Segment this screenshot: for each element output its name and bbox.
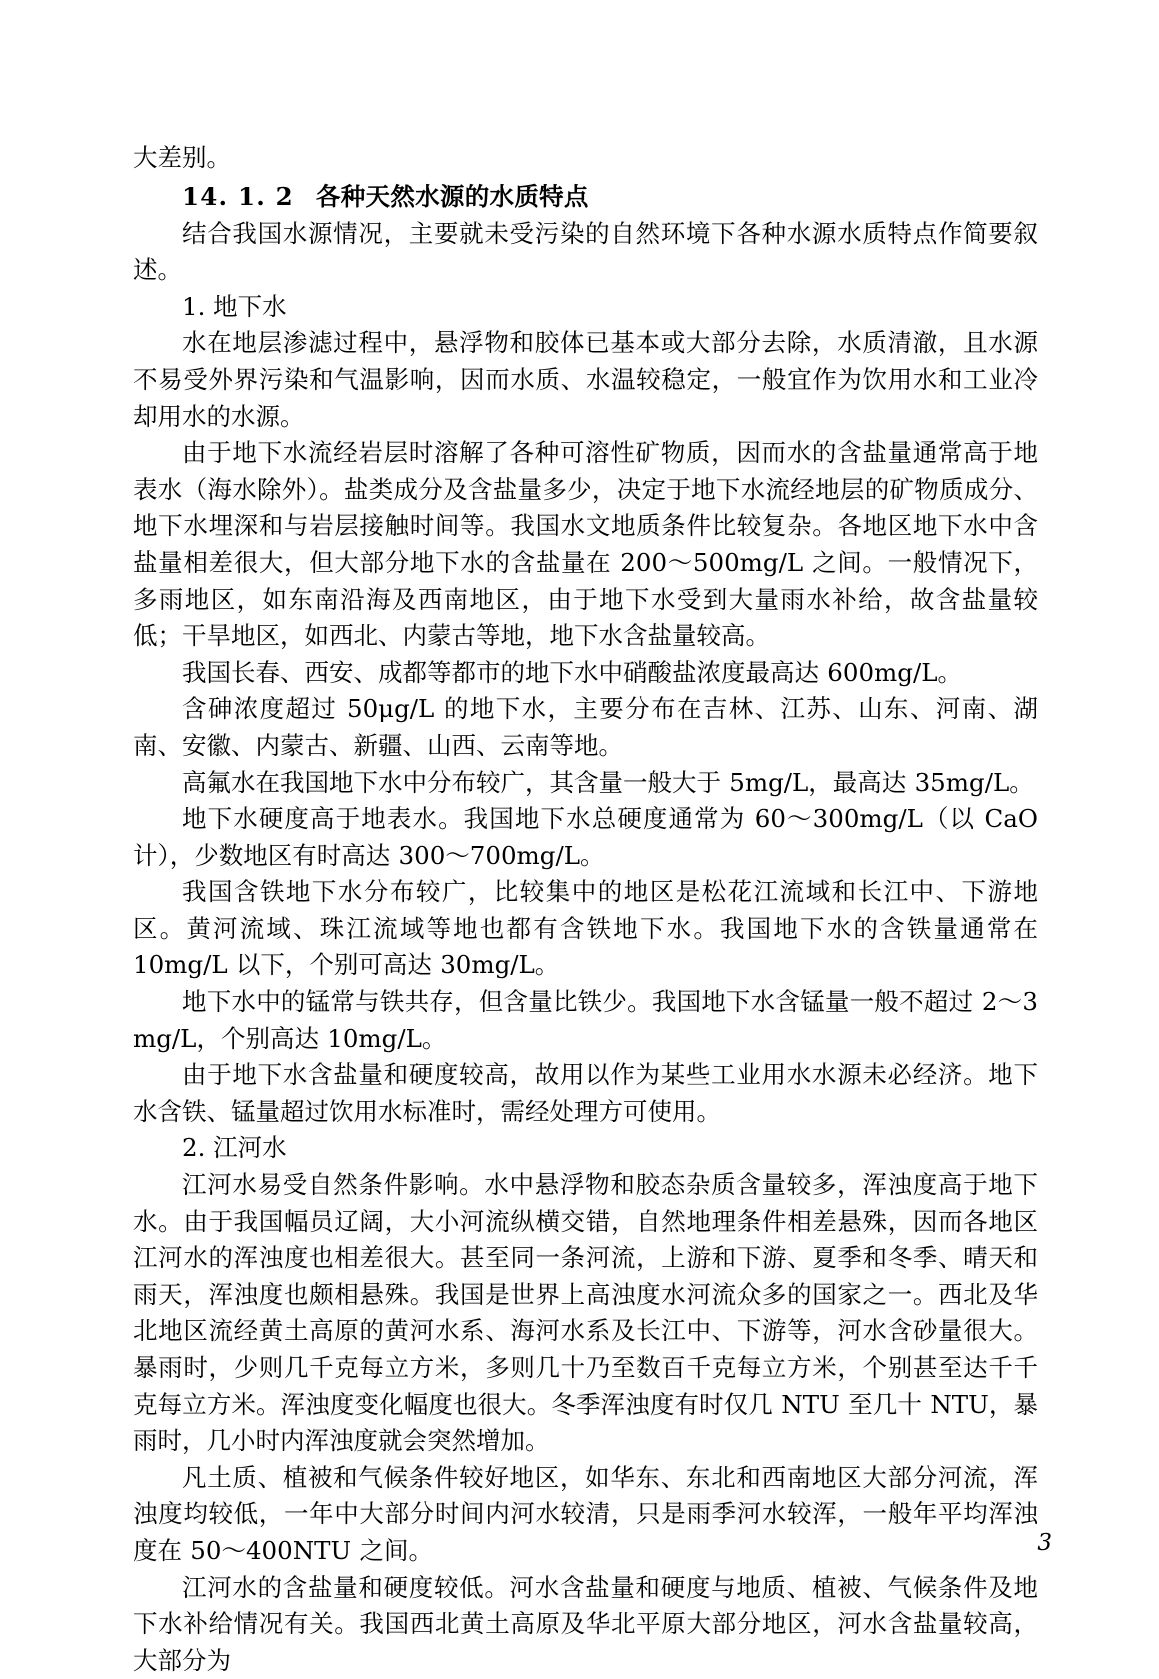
paragraph-river-salinity: 江河水的含盐量和硬度较低。河水含盐量和硬度与地质、植被、气候条件及地下水补给情况有关。我国西北黄土高原及华北平原大部分地区，河水含盐量较高，大部分为 bbox=[133, 1572, 1038, 1675]
page-number: 3 bbox=[1037, 1530, 1052, 1556]
paragraph-river-lowturbidity: 凡土质、植被和气候条件较好地区，如华东、东北和西南地区大部分河流，浑浊度均较低，一年中大部分时间内河水较清，只是雨季河水较浑，一般年平均浑浊度在 50～400NTU 之间。 bbox=[133, 1462, 1038, 1565]
subitem-groundwater: 1. 地下水 bbox=[182, 291, 287, 321]
paragraph-intro: 结合我国水源情况，主要就未受污染的自然环境下各种水源水质特点作简要叙述。 bbox=[133, 218, 1038, 285]
paragraph-river-turbidity: 江河水易受自然条件影响。水中悬浮物和胶态杂质含量较多，浑浊度高于地下水。由于我国幅员辽阔，大小河流纵横交错，自然地理条件相差悬殊，因而各地区江河水的浑浊度也相差很大。甚至同一条河流，上游和下游、夏季和冬季、晴天和雨天，浑浊度也颇相悬殊。我国是世界上高浊度水河流众多的国家之一。西北及华北地区流经黄土高原的黄河水系、海河水系及长江中、下游等，河水含砂量很大。暴雨时，少则几千克每立方米，多则几十乃至数百千克每立方米，个别甚至达千千克每立方米。浑浊度变化幅度也很大。冬季浑浊度有时仅几 NTU 至几十 NTU，暴雨时，几小时内浑浊度就会突然增加。 bbox=[133, 1170, 1038, 1456]
text-column bbox=[133, 140, 1038, 1679]
section-heading-number: 14. 1. 2 bbox=[182, 181, 294, 211]
section-heading bbox=[133, 177, 1038, 216]
paragraph-continuation-top: 大差别。 bbox=[133, 143, 231, 172]
paragraph-nitrate: 我国长春、西安、成都等都市的地下水中硝酸盐浓度最高达 600mg/L。 bbox=[182, 657, 962, 687]
paragraph-groundwater-salinity: 由于地下水流经岩层时溶解了各种可溶性矿物质，因而水的含盐量通常高于地表水（海水除外）。盐类成分及含盐量多少，决定于地下水流经地层的矿物质成分、地下水埋深和与岩层接触时间等。我国水文地质条件比较复杂。各地区地下水中含盐量相差很大，但大部分地下水的含盐量在 200～500mg/L 之间。一般情况下，多雨地区，如东南沿海及西南地区，由于地下水受到大量雨水补给，故含盐量较低；干旱地区，如西北、内蒙古等地，地下水含盐量较高。 bbox=[133, 438, 1038, 651]
paragraph-groundwater-economics: 由于地下水含盐量和硬度较高，故用以作为某些工业用水水源未必经济。地下水含铁、锰量超过饮用水标准时，需经处理方可使用。 bbox=[133, 1060, 1038, 1126]
subitem-riverwater: 2. 江河水 bbox=[182, 1133, 287, 1163]
paragraph-manganese: 地下水中的锰常与铁共存，但含量比铁少。我国地下水含锰量一般不超过 2～3 mg/L，个别高达 10mg/L。 bbox=[133, 987, 1038, 1053]
paragraph-hardness: 地下水硬度高于地表水。我国地下水总硬度通常为 60～300mg/L（以 CaO 计），少数地区有时高达 300～700mg/L。 bbox=[133, 804, 1038, 870]
section-heading-title: 各种天然水源的水质特点 bbox=[315, 181, 589, 211]
paragraph-iron: 我国含铁地下水分布较广，比较集中的地区是松花江流域和长江中、下游地区。黄河流域、珠江流域等地也都有含铁地下水。我国地下水的含铁量通常在 10mg/L 以下，个别可高达 30mg/L。 bbox=[133, 877, 1038, 980]
paragraph-fluoride: 高氟水在我国地下水中分布较广，其含量一般大于 5mg/L，最高达 35mg/L。 bbox=[182, 767, 1034, 797]
paragraph-groundwater-filtration: 水在地层渗滤过程中，悬浮物和胶体已基本或大部分去除，水质清澈，且水源不易受外界污染和气温影响，因而水质、水温较稳定，一般宜作为饮用水和工业冷却用水的水源。 bbox=[133, 328, 1038, 431]
paragraph-arsenic: 含砷浓度超过 50μg/L 的地下水，主要分布在吉林、江苏、山东、河南、湖南、安徽、内蒙古、新疆、山西、云南等地。 bbox=[133, 694, 1038, 760]
